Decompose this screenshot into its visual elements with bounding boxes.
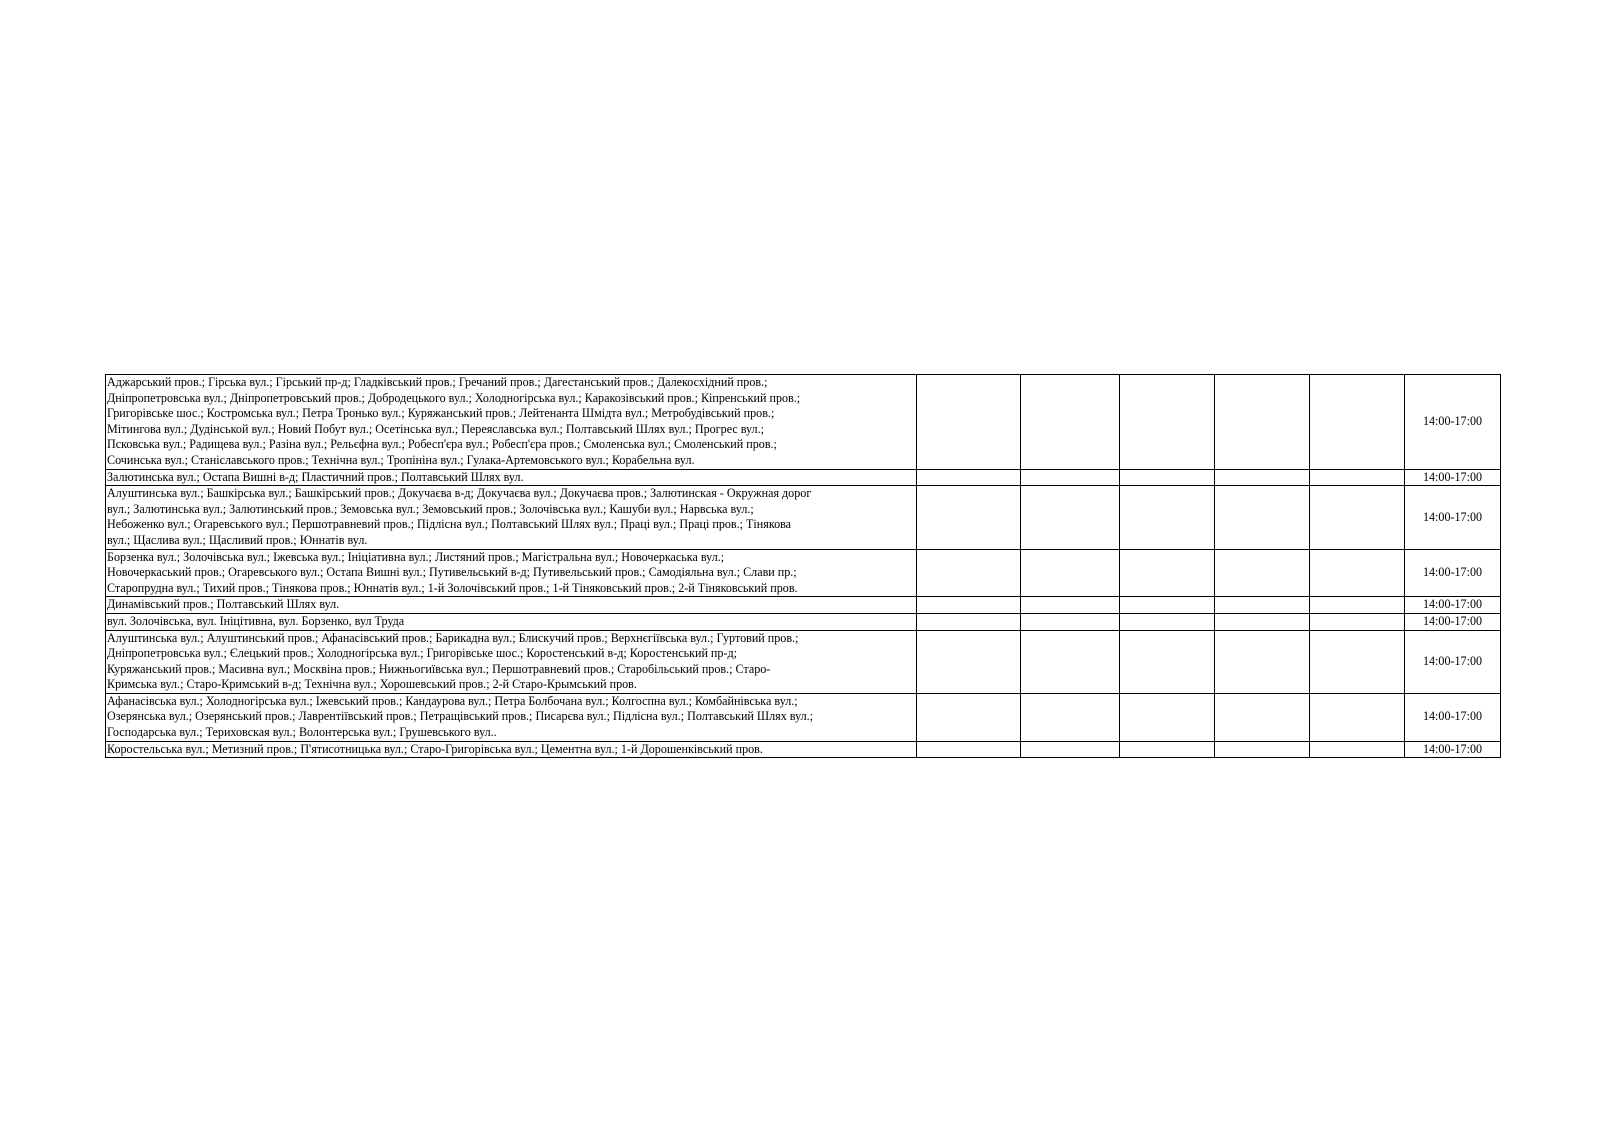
time-cell: 14:00-17:00	[1405, 469, 1501, 486]
table-row	[106, 375, 1501, 470]
streets-cell: Борзенка вул.; Золочівська вул.; Іжевська вул.; Ініціативна вул.; Листяний пров.; Магістральна вул.; Новочеркаська вул.; Новочеркаський пров.; Огаревського вул.; Остапа Вишні вул.; Путивельський в-д; Путивельський пров.; Самодіяльна вул.; Слави пр.; Старопрудна вул.; Тихий пров.; Тінякова пров.; Юннатів вул.; 1-й Золочівський пров.; 1-й Тіняковський пров.; 2-й Тіняковський пров.	[106, 549, 917, 597]
empty-cell	[1215, 613, 1310, 630]
empty-cell	[1310, 486, 1405, 549]
empty-cell	[1310, 469, 1405, 486]
empty-cell	[1120, 613, 1215, 630]
empty-cell	[1215, 630, 1310, 693]
empty-cell	[1021, 486, 1120, 549]
empty-cell	[1215, 375, 1310, 470]
streets-cell: Алуштинська вул.; Алуштинський пров.; Афанасівський пров.; Барикадна вул.; Блискучий пров.; Верхнєгіївська вул.; Гуртовий пров.; Дніпропетровська вул.; Єлецький пров.; Холодногірська вул.; Григорівське шос.; Коростенський в-д; Коростенський пр-д; Куряжанський пров.; Масивна вул.; Москвіна пров.; Нижньогиївська вул.; Першотравневий пров.; Старобільський пров.; Старо- Кримська вул.; Старо-Кримський в-д; Технічна вул.; Хорошевський пров.; 2-й Старо-Крымський пров.	[106, 630, 917, 693]
streets-cell: вул. Золочівська, вул. Ініцітивна, вул. Борзенко, вул Труда	[106, 613, 917, 630]
time-cell: 14:00-17:00	[1405, 693, 1501, 741]
empty-cell	[917, 375, 1021, 470]
outage-schedule-table	[105, 374, 1501, 758]
empty-cell	[917, 469, 1021, 486]
table-row	[106, 597, 1501, 614]
empty-cell	[1215, 469, 1310, 486]
empty-cell	[917, 693, 1021, 741]
time-cell: 14:00-17:00	[1405, 630, 1501, 693]
table-row	[106, 613, 1501, 630]
table-row	[106, 741, 1501, 758]
table-row	[106, 630, 1501, 693]
streets-cell: Афанасівська вул.; Холодногірська вул.; Іжевський пров.; Кандаурова вул.; Петра Болбочана вул.; Колгоспна вул.; Комбайнівська вул.; Озерянська вул.; Озерянський пров.; Лаврентіївський пров.; Петращівський пров.; Писарєва вул.; Підлісна вул.; Полтавський Шлях вул.; Господарська вул.; Териховская вул.; Волонтерська вул.; Грушевського вул..	[106, 693, 917, 741]
empty-cell	[1021, 597, 1120, 614]
time-cell: 14:00-17:00	[1405, 486, 1501, 549]
streets-cell: Коростельська вул.; Метизний пров.; П'ятисотницька вул.; Старо-Григорівська вул.; Цементна вул.; 1-й Дорошенківський пров.	[106, 741, 917, 758]
empty-cell	[1310, 549, 1405, 597]
empty-cell	[1021, 469, 1120, 486]
empty-cell	[1120, 693, 1215, 741]
empty-cell	[1310, 693, 1405, 741]
empty-cell	[1021, 549, 1120, 597]
empty-cell	[1215, 597, 1310, 614]
table-row	[106, 693, 1501, 741]
empty-cell	[1120, 741, 1215, 758]
empty-cell	[1310, 597, 1405, 614]
empty-cell	[1215, 486, 1310, 549]
empty-cell	[1120, 630, 1215, 693]
empty-cell	[917, 486, 1021, 549]
empty-cell	[917, 741, 1021, 758]
empty-cell	[1021, 693, 1120, 741]
time-cell: 14:00-17:00	[1405, 741, 1501, 758]
empty-cell	[1215, 741, 1310, 758]
empty-cell	[1120, 486, 1215, 549]
empty-cell	[1310, 375, 1405, 470]
empty-cell	[917, 549, 1021, 597]
empty-cell	[917, 630, 1021, 693]
empty-cell	[1310, 741, 1405, 758]
empty-cell	[1120, 597, 1215, 614]
empty-cell	[1310, 630, 1405, 693]
empty-cell	[1021, 630, 1120, 693]
time-cell: 14:00-17:00	[1405, 597, 1501, 614]
empty-cell	[1120, 549, 1215, 597]
empty-cell	[1120, 469, 1215, 486]
empty-cell	[917, 613, 1021, 630]
table-row	[106, 469, 1501, 486]
schedule-body	[106, 375, 1501, 758]
empty-cell	[917, 597, 1021, 614]
streets-cell: Залютинська вул.; Остапа Вишні в-д; Пластичний пров.; Полтавський Шлях вул.	[106, 469, 917, 486]
streets-cell: Аджарський пров.; Гірська вул.; Гірський пр-д; Гладківський пров.; Гречаний пров.; Дагестанський пров.; Далекосхідний пров.; Дніпропетровська вул.; Дніпропетровський пров.; Добродецького вул.; Холодногірська вул.; Каракозівський пров.; Кіпренський пров.; Григорівське шос.; Костромська вул.; Петра Тронько вул.; Куряжанський пров.; Лейтенанта Шмідта вул.; Метробудівський пров.; Мітингова вул.; Дудінськой вул.; Новий Побут вул.; Осетінська вул.; Переяславська вул.; Полтавський Шлях вул.; Прогрес вул.; Псковська вул.; Радищева вул.; Разіна вул.; Рельєфна вул.; Робесп'єра вул.; Робесп'єра пров.; Смоленська вул.; Смоленський пров.; Сочинська вул.; Станіславського пров.; Технічна вул.; Тропініна вул.; Гулака-Артемовського вул.; Корабельна вул.	[106, 375, 917, 470]
outage-schedule-sheet	[105, 374, 1501, 758]
empty-cell	[1021, 741, 1120, 758]
empty-cell	[1310, 613, 1405, 630]
time-cell: 14:00-17:00	[1405, 549, 1501, 597]
streets-cell: Алуштинська вул.; Башкірська вул.; Башкірський пров.; Докучаєва в-д; Докучаєва вул.; Докучаєва пров.; Залютинская - Окружная дорог вул.; Залютинська вул.; Залютинський пров.; Земовська вул.; Земовський пров.; Золочівська вул.; Кашуби вул.; Нарвська вул.; Небоженко вул.; Огаревського вул.; Першотравневий пров.; Підлісна вул.; Полтавський Шлях вул.; Праці вул.; Праці пров.; Тінякова вул.; Щаслива вул.; Щасливий пров.; Юннатів вул.	[106, 486, 917, 549]
table-row	[106, 486, 1501, 549]
time-cell: 14:00-17:00	[1405, 613, 1501, 630]
time-cell: 14:00-17:00	[1405, 375, 1501, 470]
empty-cell	[1021, 375, 1120, 470]
empty-cell	[1120, 375, 1215, 470]
empty-cell	[1021, 613, 1120, 630]
table-row	[106, 549, 1501, 597]
empty-cell	[1215, 549, 1310, 597]
streets-cell: Динамівський пров.; Полтавський Шлях вул.	[106, 597, 917, 614]
empty-cell	[1215, 693, 1310, 741]
